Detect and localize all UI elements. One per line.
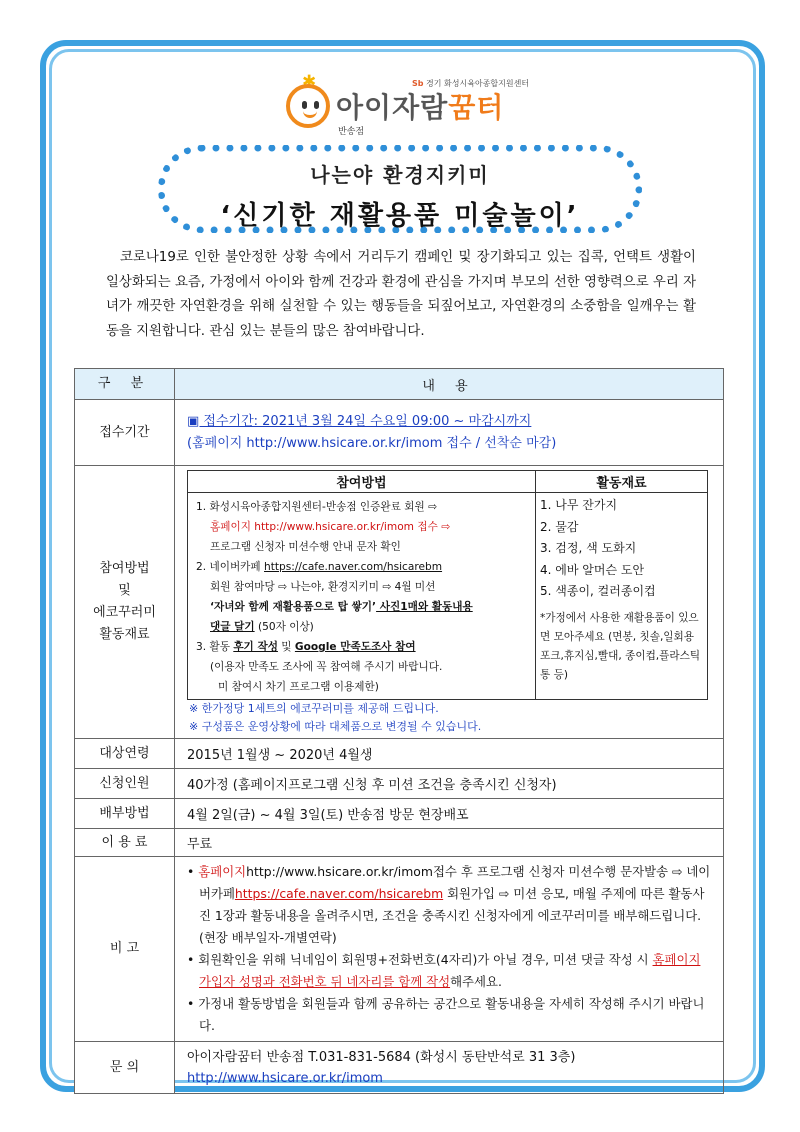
method-subtable — [187, 470, 708, 700]
method-label: 참여방법 및 에코꾸러미 활동재료 — [75, 466, 175, 739]
header-category: 구 분 — [75, 369, 175, 400]
logo-name: 아이자람꿈터 — [336, 91, 505, 124]
row-method — [75, 466, 724, 739]
info-table — [74, 368, 724, 1094]
row-people — [75, 769, 724, 799]
method-steps: 1. 화성시육아종합지원센터-반송점 인증완료 회원 ⇨ 홈페이지 http://www.hsicare.or.kr/imom 접수 ⇨ 프로그램 신청자 미션수행 안내 문자 확인 2. 네이버카페 https://cafe.naver.com/hsicarebm 회원 참여마당 ⇨ 나는야, 환경지키미 ⇨ 4월 미션 ‘자녀와 함께 재활용품으로 탑 쌓기’ 사진1매와 활동내용 댓글 달기 (50자 이상) 3. 활동 후기 작성 및 Google 만족도조사 참여 (이용자 만족도 조사에 꼭 참여해 주시기 바랍니다. 미 참여시 차기 프로그램 이용제한) — [188, 493, 536, 700]
row-period — [75, 400, 724, 466]
period-line2: (홈페이지 http://www.hsicare.or.kr/imom 접수 / 선착순 마감) — [187, 435, 557, 451]
star-icon: ✱ — [302, 72, 317, 92]
note-content: • 홈페이지http://www.hsicare.or.kr/imom접수 후 프로그램 신청자 미션수행 문자발송 ⇨ 네이버카페https://cafe.naver.com/hsicarebm 회원가입 ⇨ 미션 응모, 매월 주제에 따른 활동사진 1장과 활동내용을 올려주시면, 조건을 충족시킨 신청자에게 에코꾸러미를 배부해드립니다. (현장 배부일자-개별연락) • 회원확인을 위해 닉네임이 회원명+전화번호(4자리)가 아닐 경우, 미션 댓글 작성 시 홈페이지 가입자 성명과 전화번호 뒤 네자리를 함께 작성해주세요. • 가정내 활동방법을 회원들과 함께 공유하는 공간으로 활동내용을 자세히 작성해 주시기 바랍니다. — [175, 857, 724, 1042]
note-label: 비 고 — [75, 857, 175, 1042]
smiley-face-icon — [286, 84, 330, 128]
row-contact — [75, 1042, 724, 1094]
logo-branch: 반송점 — [338, 127, 365, 137]
footnote-1: ※ 한가정당 1세트의 에코꾸러미를 제공해 드립니다. — [189, 702, 439, 715]
row-fee — [75, 829, 724, 857]
row-dist — [75, 799, 724, 829]
contact-label: 문 의 — [75, 1042, 175, 1094]
note-cafe-link[interactable]: https://cafe.naver.com/hsicarebm — [234, 886, 444, 901]
fee-value: 무료 — [175, 829, 724, 857]
intro-paragraph: 코로나19로 인한 불안정한 상황 속에서 거리두기 캠페인 및 장기화되고 있는 집콕, 언택트 생활이 일상화되는 요즘, 가정에서 아이와 함께 건강과 환경에 관심을 가지며 부모의 선한 영향력으로 우리 자녀가 깨끗한 자연환경을 위해 실천할 수 있는 행동들을 되짚어보고, 자연환경의 소중함을 일깨우는 활동을 지원합니다. 관심 있는 분들의 많은 참여바랍니다. — [106, 250, 696, 339]
people-label: 신청인원 — [75, 769, 175, 799]
table-header-row — [75, 369, 724, 400]
materials-note: *가정에서 사용한 재활용품이 있으면 모아주세요 (면봉, 칫솔,일회용포크,휴지심,빨대, 종이컵,플라스틱통 등) — [540, 611, 701, 681]
contact-line1: 아이자람꿈터 반송점 T.031-831-5684 (화성시 동탄반석로 31 3층) — [187, 1049, 576, 1065]
age-label: 대상연령 — [75, 739, 175, 769]
logo — [282, 72, 532, 140]
dist-label: 배부방법 — [75, 799, 175, 829]
dist-value: 4월 2일(금) ~ 4월 3일(토) 반송점 방문 현장배포 — [175, 799, 724, 829]
footnote-2: ※ 구성품은 운영상황에 따라 대체품으로 변경될 수 있습니다. — [189, 720, 482, 733]
fee-label: 이 용 료 — [75, 829, 175, 857]
banner-subtitle: 나는야 환경지키미 — [310, 163, 490, 187]
age-value: 2015년 1월생 ~ 2020년 4월생 — [175, 739, 724, 769]
people-value: 40가정 (홈페이지프로그램 신청 후 미션 조건을 충족시킨 신청자) — [175, 769, 724, 799]
row-note — [75, 857, 724, 1042]
method-header: 참여방법 — [188, 471, 536, 493]
cafe-link[interactable]: https://cafe.naver.com/hsicarebm — [264, 561, 443, 573]
title-banner — [158, 145, 642, 233]
materials-header: 활동재료 — [536, 471, 708, 493]
period-label: 접수기간 — [75, 400, 175, 466]
banner-title: ‘신기한 재활용품 미술놀이’ — [220, 201, 580, 231]
period-line1: ▣ 접수기간: 2021년 3월 24일 수요일 09:00 ~ 마감시까지 — [187, 413, 532, 429]
row-age — [75, 739, 724, 769]
header-content: 내 용 — [175, 369, 724, 400]
materials-list: 1. 나무 잔가지 2. 물감 3. 검정, 색 도화지 4. 에바 알머슨 도안 5. 색종이, 컬러종이컵 *가정에서 사용한 재활용품이 있으면 모아주세요 (면봉, 칫솔,일회용포크,휴지심,빨대, 종이컵,플라스틱통 등) — [536, 493, 708, 700]
contact-url[interactable]: http://www.hsicare.or.kr/imom — [187, 1070, 383, 1086]
logo-org: Sb 경기 화성시육아종합지원센터 — [412, 79, 530, 88]
